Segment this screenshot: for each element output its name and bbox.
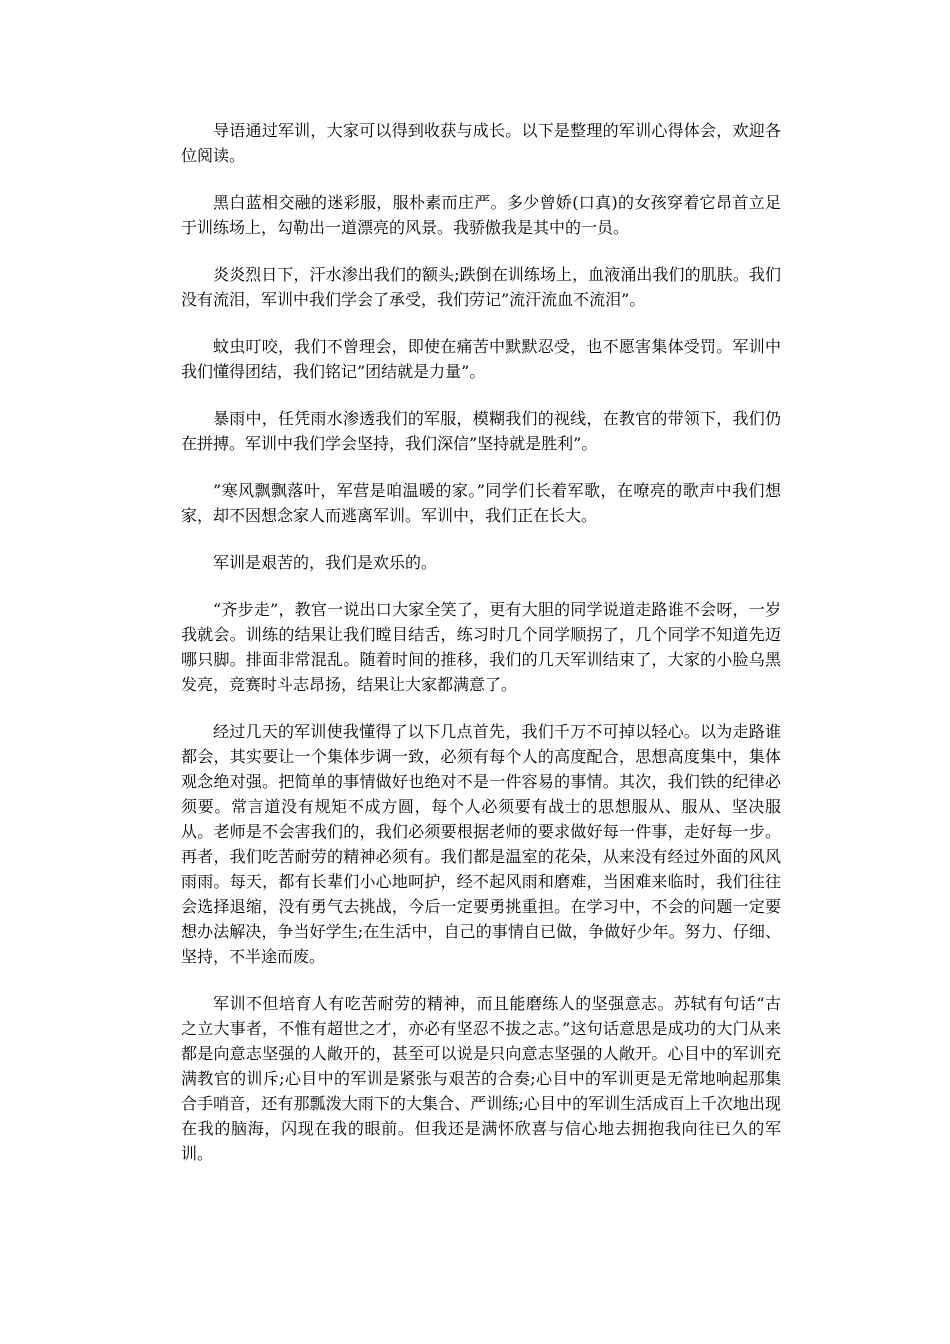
paragraph-rain: 暴雨中，任凭雨水渗透我们的军服，模糊我们的视线，在教官的带领下，我们仍在拼搏。军训中我们学会坚持，我们深信”坚持就是胜利”。	[181, 409, 781, 453]
paragraph-lessons: 经过几天的军训使我懂得了以下几点首先，我们千万不可掉以轻心。以为走路谁都会，其实要让一个集体步调一致，必须有每个人的高度配合，思想高度集中，集体观念绝对强。把简单的事情做好也绝对不是一件容易的事情。其次，我们铁的纪律必须要。常言道没有规矩不成方圆，每个人必须要有战士的思想服从、服从、坚决服从。老师是不会害我们的，我们必须要根据老师的要求做好每一件事，走好每一步。再者，我们吃苦耐劳的精神必须有。我们都是温室的花朵，从来没有经过外面的风风雨雨。每天，都有长辈们小心地呵护，经不起风雨和磨难，当困难来临时，我们往往会选择退缩，没有勇气去挑战，今后一定要勇挑重担。在学习中，不会的问题一定要想办法解决，争当好学生;在生活中，自己的事情自已做，争做好少年。努力、仔细、坚持，不半途而废。	[181, 722, 781, 966]
paragraph-will: 军训不但培育人有吃苦耐劳的精神，而且能磨练人的坚强意志。苏轼有句话“古之立大事者，不惟有超世之才，亦必有坚忍不拔之志。”这句话意思是成功的大门从来都是向意志坚强的人敞开的，甚至可以说是只向意志坚强的人敞开。心目中的军训充满教官的训斥;心目中的军训是紧张与艰苦的合奏;心目中的军训更是无常地响起那集合手哨音，还有那瓢泼大雨下的大集合、严训练;心目中的军训生活成百上千次地出现在我的脑海，闪现在我的眼前。但我还是满怀欣喜与信心地去拥抱我向往已久的军训。	[181, 994, 781, 1163]
paragraph-song: ”寒风飘飘落叶，军营是咱温暖的家。”同学们长着军歌，在嘹亮的歌声中我们想家，却不因想念家人而逃离军训。军训中，我们正在长大。	[181, 481, 781, 525]
paragraph-sun: 炎炎烈日下，汗水渗出我们的额头;跌倒在训练场上，血液涌出我们的肌肤。我们没有流泪，军训中我们学会了承受，我们劳记”流汗流血不流泪”。	[181, 265, 781, 309]
document-body	[181, 118, 781, 1188]
paragraph-hard-happy: 军训是艰苦的，我们是欢乐的。	[213, 553, 438, 572]
paragraph-mosquito: 蚊虫叮咬，我们不曾理会，即使在痛苦中默默忍受，也不愿害集体受罚。军训中我们懂得团结，我们铭记”团结就是力量”。	[181, 337, 781, 381]
paragraph-march: “齐步走”，教官一说出口大家全笑了，更有大胆的同学说道走路谁不会呀，一岁我就会。训练的结果让我们瞠目结舌，练习时几个同学顺拐了，几个同学不知道先迈哪只脚。排面非常混乱。随着时间的推移，我们的几天军训结束了，大家的小脸乌黑发亮，竞赛时斗志昂扬，结果让大家都满意了。	[181, 600, 781, 694]
paragraph-intro: 导语通过军训，大家可以得到收获与成长。以下是整理的军训心得体会，欢迎各位阅读。	[181, 121, 781, 165]
paragraph-uniform: 黑白蓝相交融的迷彩服，服朴素而庄严。多少曾娇(口真)的女孩穿着它昂首立足于训练场上，勾勒出一道漂亮的风景。我骄傲我是其中的一员。	[181, 193, 781, 237]
